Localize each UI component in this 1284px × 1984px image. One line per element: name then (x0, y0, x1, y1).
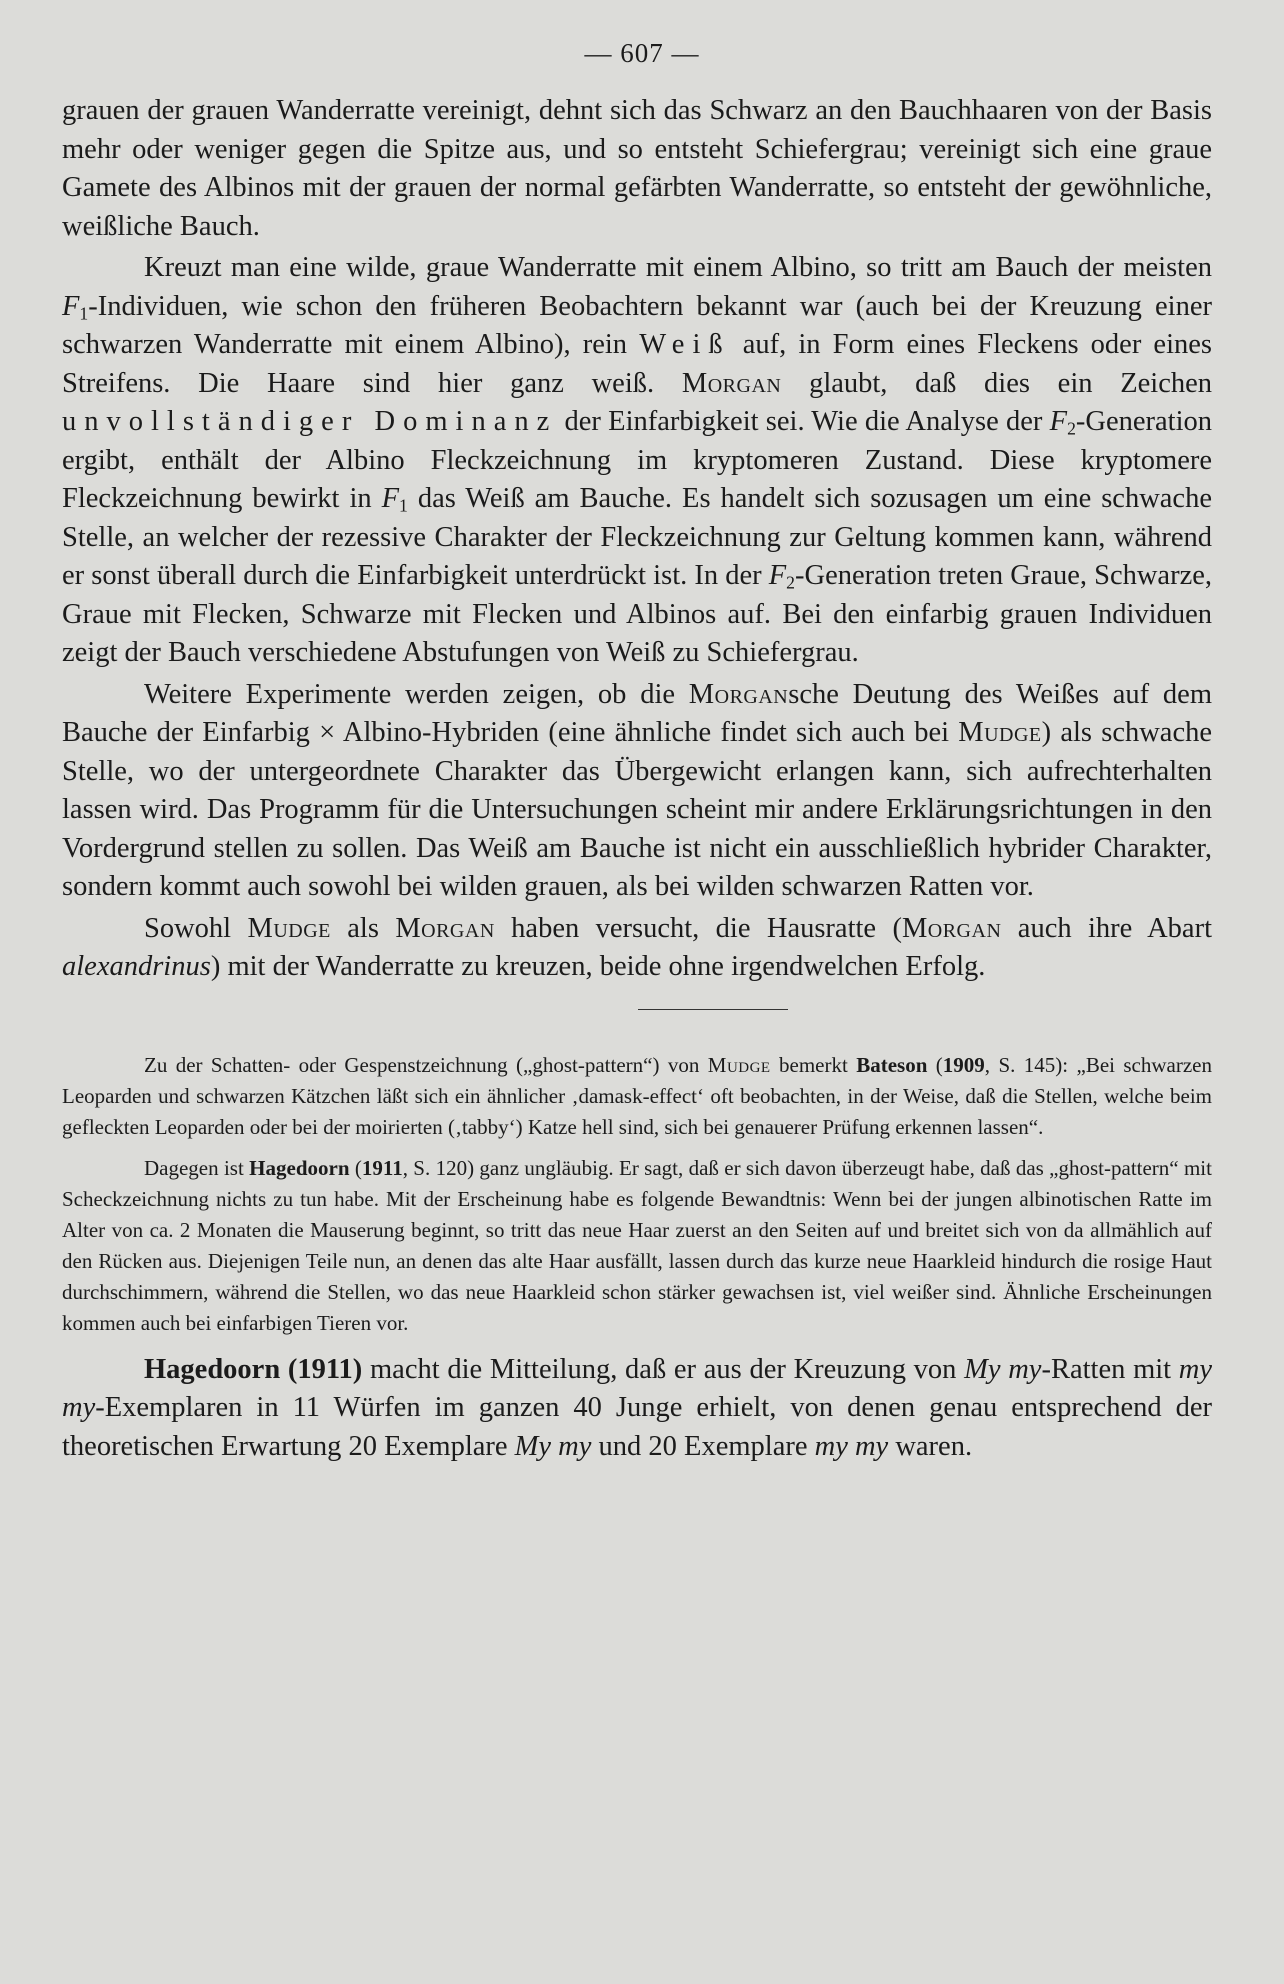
text-segment: -Generation treten Graue, Schwarze, Graue mit Flecken, Schwarze mit Flecken und Albinos auf. Bei den einfarbig grauen Individuen zeigt der Bauch verschiedene Abstufungen von Weiß zu Schiefergrau. (62, 560, 1212, 668)
text-segment: ( (927, 1052, 943, 1077)
text-segment: Hagedoorn (1911) (144, 1353, 363, 1385)
text-segment: my my (62, 1353, 1213, 1423)
text-segment: auf, in Form eines Fleckens oder eines Streifens. Die Haare sind hier ganz weiß. (62, 329, 1212, 399)
text-segment: waren. (888, 1430, 973, 1462)
text-segment: Weiß (639, 329, 731, 360)
note-2 (62, 1153, 1212, 1339)
text-segment: my my (814, 1430, 889, 1462)
text-segment: , S. 120) ganz ungläubig. Er sagt, daß er sich davon überzeugt habe, daß das „ghost-pattern“ mit Scheckzeichnung nichts zu tun habe. Mit der Erscheinung habe es folgende Bewandtnis: Wenn bei der jungen albinotischen Ratte im Alter von ca. 2 Monaten die Mauserung beginnt, so tritt das neue Haar zuerst an den Seiten auf und breitet sich von da allmählich auf den Rücken aus. Diejenigen Teile nun, an denen das alte Haar ausfällt, lassen durch das kurze neue Haarkleid hindurch die rosige Haut durchschimmern, während die Stellen, wo das neue Haarkleid schon stärker gewachsen ist, viel weißer sind. Ähnliche Erscheinungen kommen auch bei einfarbigen Tieren vor. (62, 1155, 1212, 1335)
page-number: — 607 — (584, 38, 700, 68)
text-segment: Weitere Experimente werden zeigen, ob die (144, 678, 689, 710)
text-segment: glaubt, daß dies ein Zeichen (781, 367, 1213, 399)
text-segment: Hagedoorn (249, 1155, 350, 1180)
text-segment: 2 (1067, 418, 1076, 439)
text-segment: F (768, 560, 787, 591)
text-segment: Zu der Schatten- oder Gespenstzeichnung („ghost-pattern“) von (144, 1052, 708, 1077)
text-segment: My my (964, 1353, 1042, 1385)
text-segment: Morgan (681, 367, 782, 399)
text-segment: -Generation ergibt, enthält der Albino Fleckzeichnung im kryptomeren Zustand. Diese kryptomere Fleckzeichnung bewirkt in (62, 406, 1213, 514)
text-segment: F (381, 483, 400, 514)
text-segment: ( (349, 1155, 362, 1180)
text-segment: grauen der grauen Wanderratte vereinigt, dehnt sich das Schwarz an den Bauchhaaren von der Basis mehr oder weniger gegen die Spitze aus, und so entsteht Schiefergrau; vereinigt sich eine graue Gamete des Albinos mit der grauen der normal gefärbten Wanderratte, so entsteht der gewöhnliche, weißliche Bauch. (62, 95, 1212, 242)
text-segment: als (330, 912, 396, 944)
note-1 (62, 1050, 1212, 1143)
text-segment: 1911 (361, 1155, 403, 1180)
main-text (62, 92, 1212, 1468)
text-segment: Bateson (856, 1052, 928, 1077)
text-segment: , S. 145): „Bei schwarzen Leoparden und schwarzen Kätzchen läßt sich ein ähnlicher ‚damask-effect‘ oft beobachten, in der Weise, daß die Stellen, welche beim gefleckten Leoparden oder bei der moirierten (‚tabby‘) Katze hell sind, sich bei genauerer Prüfung erkennen lassen“. (62, 1052, 1212, 1139)
text-segment: My my (514, 1430, 592, 1462)
text-segment: haben versucht, die Hausratte ( (494, 912, 902, 944)
text-segment: das Weiß am Bauche. Es handelt sich sozusagen um eine schwache Stelle, an welcher der rezessive Charakter der Fleckzeichnung zur Geltung kommen kann, während er sonst überall durch die Einfarbigkeit unterdrückt ist. In der (62, 483, 1212, 591)
paragraph-final (62, 1351, 1212, 1467)
text-segment: -Ratten mit (1041, 1353, 1179, 1385)
text-segment: 1909 (942, 1052, 985, 1077)
text-segment: F (62, 290, 80, 322)
text-segment: macht die Mitteilung, daß er aus der Kreuzung von (362, 1353, 965, 1385)
text-segment: 1 (399, 495, 408, 516)
paragraph-2 (62, 249, 1212, 673)
paragraph-3 (62, 676, 1212, 907)
text-segment: auch ihre Abart (1001, 912, 1212, 944)
text-segment: ) mit der Wanderratte zu kreuzen, beide ohne irgendwelchen Erfolg. (210, 951, 986, 982)
text-segment: Sowohl (144, 912, 248, 944)
text-segment: Kreuzt man eine wilde, graue Wanderratte mit einem Albino, so tritt am Bauch der meisten (144, 252, 1212, 283)
text-segment: -Individuen, wie schon den früheren Beobachtern bekannt war (auch bei der Kreuzung einer schwarzen Wanderratte mit einem Albino), rein (62, 290, 1212, 360)
text-segment: Morgan (688, 678, 789, 710)
text-segment: sche Deutung des Weißes auf dem Bauche der Einfarbig × Albino-Hybriden (eine ähnliche findet sich auch bei (62, 678, 1212, 748)
text-segment: Morgan (395, 912, 495, 944)
section-divider (638, 1009, 788, 1010)
paragraph-1 (62, 92, 1212, 246)
text-segment: bemerkt (770, 1052, 857, 1077)
text-segment: F (1049, 406, 1068, 437)
text-segment: Mudge (958, 717, 1042, 748)
paragraph-4 (62, 910, 1212, 987)
text-segment: 2 (786, 572, 795, 593)
text-segment: alexandrinus (62, 951, 211, 982)
text-segment: Morgan (901, 912, 1002, 944)
text-segment: Mudge (707, 1052, 771, 1077)
text-segment: unvollständiger Dominanz (62, 406, 558, 437)
text-segment: der Einfarbigkeit sei. Wie die Analyse der (557, 406, 1050, 437)
text-segment: ) als schwache Stelle, wo der untergeordnete Charakter das Übergewicht erlangen kann, sich aufrechterhalten lassen wird. Das Programm für die Untersuchungen scheint mir andere Erklärungsrichtungen in den Vordergrund stellen zu sollen. Das Weiß am Bauche ist nicht ein ausschließlich hybrider Charakter, sondern kommt auch sowohl bei wilden grauen, als bei wilden schwarzen Ratten vor. (62, 717, 1212, 902)
text-segment: Dagegen ist (144, 1155, 250, 1180)
text-segment: -Exemplaren in 11 Würfen im ganzen 40 Junge erhielt, von denen genau entsprechend der theoretischen Erwartung 20 Exemplare (62, 1392, 1212, 1462)
text-segment: und 20 Exemplare (591, 1430, 815, 1462)
text-segment: Mudge (247, 912, 331, 944)
text-segment: 1 (79, 302, 89, 323)
